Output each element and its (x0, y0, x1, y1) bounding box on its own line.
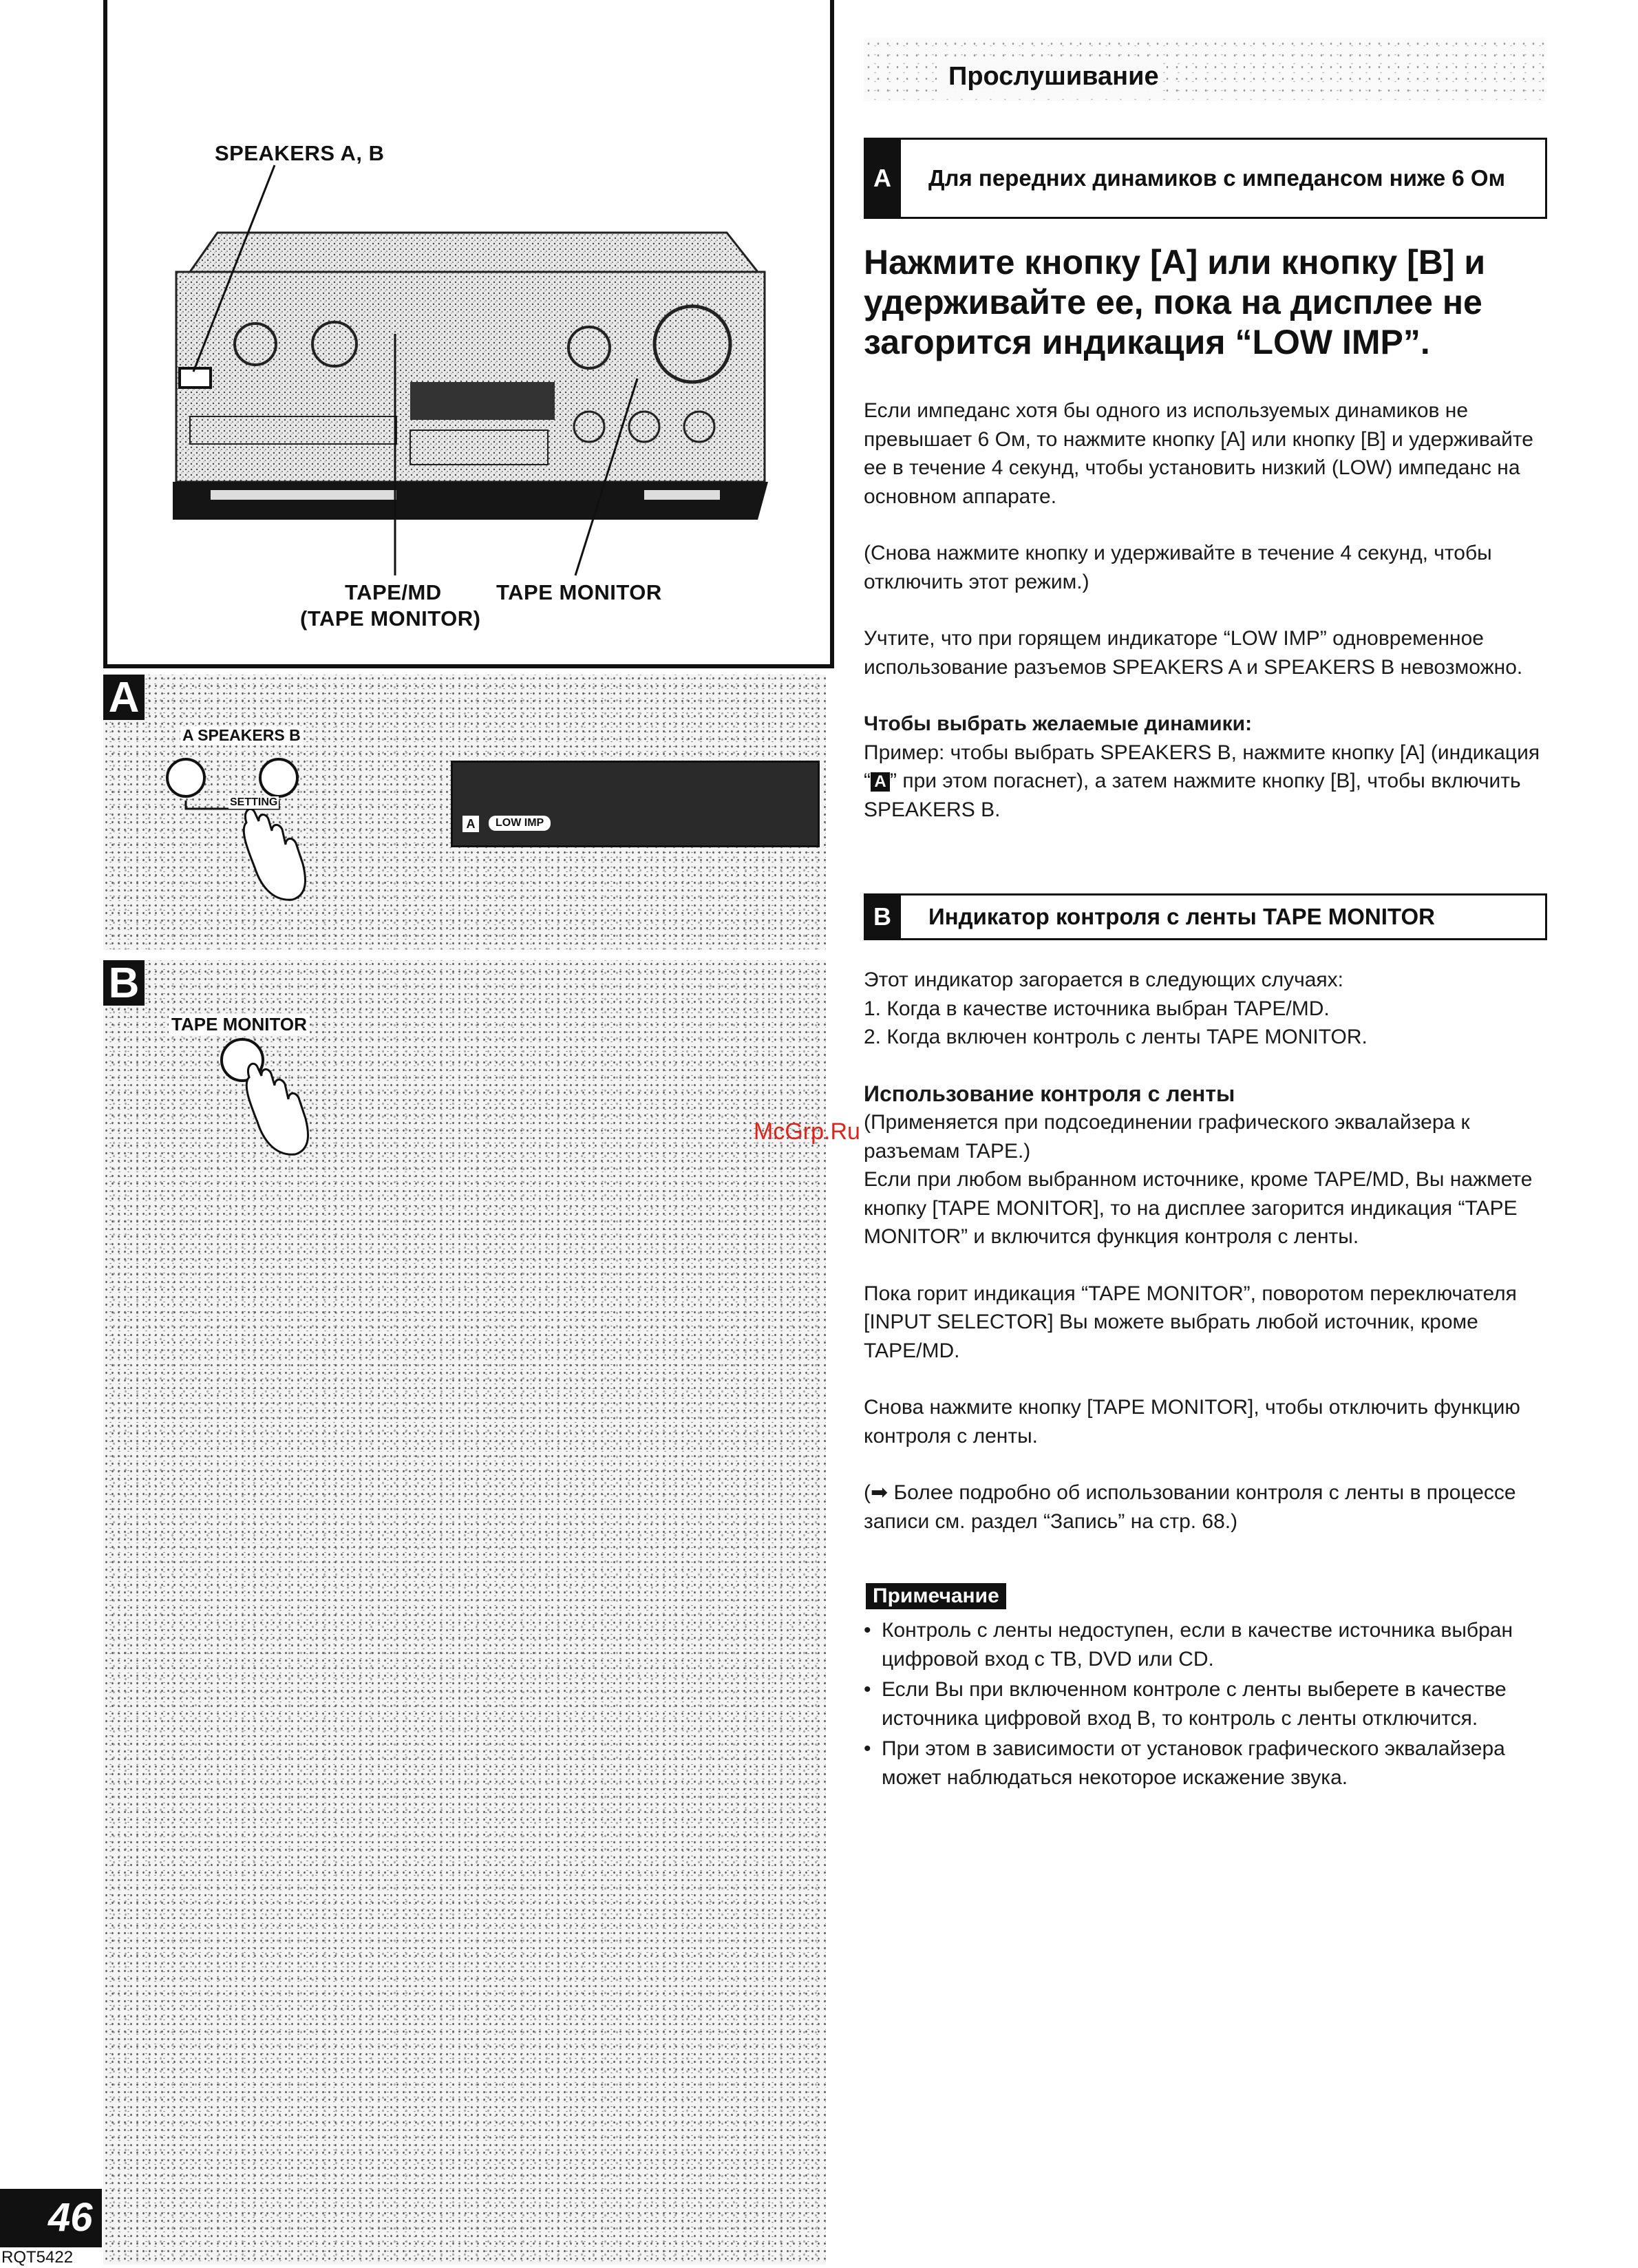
tape-monitor-callout: TAPE MONITOR (496, 580, 662, 604)
panel-b-tape-monitor-label: TAPE MONITOR (169, 1014, 310, 1035)
tape-md-callout: TAPE/MD (345, 580, 442, 604)
section-a-body (864, 396, 1552, 852)
section-b-para-5 (864, 1479, 1552, 1536)
panel-b-button (206, 1029, 317, 1160)
note-item: • При этом в зависимости от установок графического эквалайзера может наблюдаться некоторое искажение звука. (864, 1735, 1559, 1792)
note-label: Примечание (866, 1583, 1006, 1609)
section-a-subhead: Чтобы выбрать желаемые динамики: (864, 712, 1253, 735)
section-b-para-1: (Применяется при подсоединении графического эквалайзера к разъемам TAPE.) (864, 1111, 1470, 1163)
section-b-para-5-open: ( (864, 1481, 871, 1504)
section-b-header (864, 893, 1547, 940)
section-a-para-3: Учтите, что при горящем индикаторе “LOW IMP” одновременное использование разъемов SPEAKERS A и SPEAKERS B невозможно. (864, 627, 1523, 679)
section-a-para-1: Если импеданс хотя бы одного из используемых динамиков не превышает 6 Ом, то нажмите кнопку [A] или кнопку [B] и удерживайте ее в течение 4 секунд, чтобы установить низкий (LOW) импеданс на основном аппарате. (864, 399, 1533, 508)
panel-a-buttons (151, 747, 310, 905)
doc-code: RQT5422 (1, 2248, 74, 2267)
note-list (864, 1616, 1559, 1794)
section-b-title: Индикатор контроля с ленты TAPE MONITOR (928, 904, 1435, 929)
section-b-body (864, 966, 1552, 1564)
section-b-para-4: Снова нажмите кнопку [TAPE MONITOR], чтобы отключить функцию контроля с ленты. (864, 1396, 1520, 1448)
section-a-example (864, 739, 1552, 825)
panel-a-display-tag: A (462, 816, 479, 832)
section-b-tag: B (864, 895, 901, 938)
tape-md-sub-callout: (TAPE MONITOR) (300, 606, 481, 630)
amplifier-drawing (107, 0, 830, 664)
page-number: 46 (48, 2195, 93, 2240)
section-b-para-2: Если при любом выбранном источнике, кроме TAPE/MD, Вы нажмете кнопку [TAPE MONITOR], то на дисплее загорится индикация “TAPE MONITOR” и включится функция контроля с ленты. (864, 1168, 1533, 1248)
section-a-para-2: (Снова нажмите кнопку и удерживайте в течение 4 секунд, чтобы отключить этот режим.) (864, 542, 1492, 593)
panel-b-letter: B (103, 960, 145, 1006)
panel-a-display (451, 761, 820, 847)
panel-a-letter: A (103, 675, 145, 720)
section-b-para-3: Пока горит индикация “TAPE MONITOR”, поворотом переключателя [INPUT SELECTOR] Вы можете выбрать любой источник, кроме TAPE/MD. (864, 1282, 1517, 1362)
section-a-heading: Нажмите кнопку [A] или кнопку [B] и удерживайте ее, пока на дисплее не загорится индикация “LOW IMP”. (864, 243, 1486, 361)
note-item: • Контроль с ленты недоступен, если в качестве источника выбран цифровой вход с ТВ, DVD или CD. (864, 1616, 1559, 1673)
panel-a-display-low-imp: LOW IMP (489, 816, 551, 831)
panel-a-setting-label: SETTING (230, 796, 278, 808)
example-a-indicator-icon: A (871, 772, 890, 792)
section-b-para-5-text: Более подробно об использовании контроля с ленты в процессе записи см. раздел “Запись” на стр. 68.) (864, 1481, 1516, 1533)
section-a-example-pre: Пример: чтобы выбрать SPEAKERS B, нажмите кнопку [A] (индикация “ (864, 741, 1540, 792)
panel-a-speakers-label: A SPEAKERS B (180, 726, 303, 745)
arrow-right-icon: ➡ (871, 1481, 889, 1504)
section-a-example-post: ” при этом погаснет), а затем нажмите кнопку [B], чтобы включить SPEAKERS B. (864, 770, 1521, 821)
speakers-callout: SPEAKERS A, B (215, 141, 385, 165)
section-a-title: Для передних динамиков с импедансом ниже 6 Ом (928, 165, 1505, 191)
section-b-case-1: 1. Когда в качестве источника выбран TAPE/MD. (864, 997, 1330, 1020)
section-b-case-2: 2. Когда включен контроль с ленты TAPE MONITOR. (864, 1026, 1368, 1048)
section-a-tag: A (864, 140, 901, 217)
section-b-intro: Этот индикатор загорается в следующих случаях: (864, 968, 1344, 991)
section-a-header (864, 138, 1547, 219)
device-illustration-panel (103, 0, 834, 668)
watermark: McGrp.Ru (754, 1119, 860, 1145)
section-b-subhead: Использование контроля с ленты (864, 1081, 1235, 1106)
note-item: • Если Вы при включенном контроле с ленты выберете в качестве источника цифровой вход B, то контроль с ленты отключится. (864, 1675, 1559, 1732)
page-title: Прослушивание (944, 62, 1163, 92)
